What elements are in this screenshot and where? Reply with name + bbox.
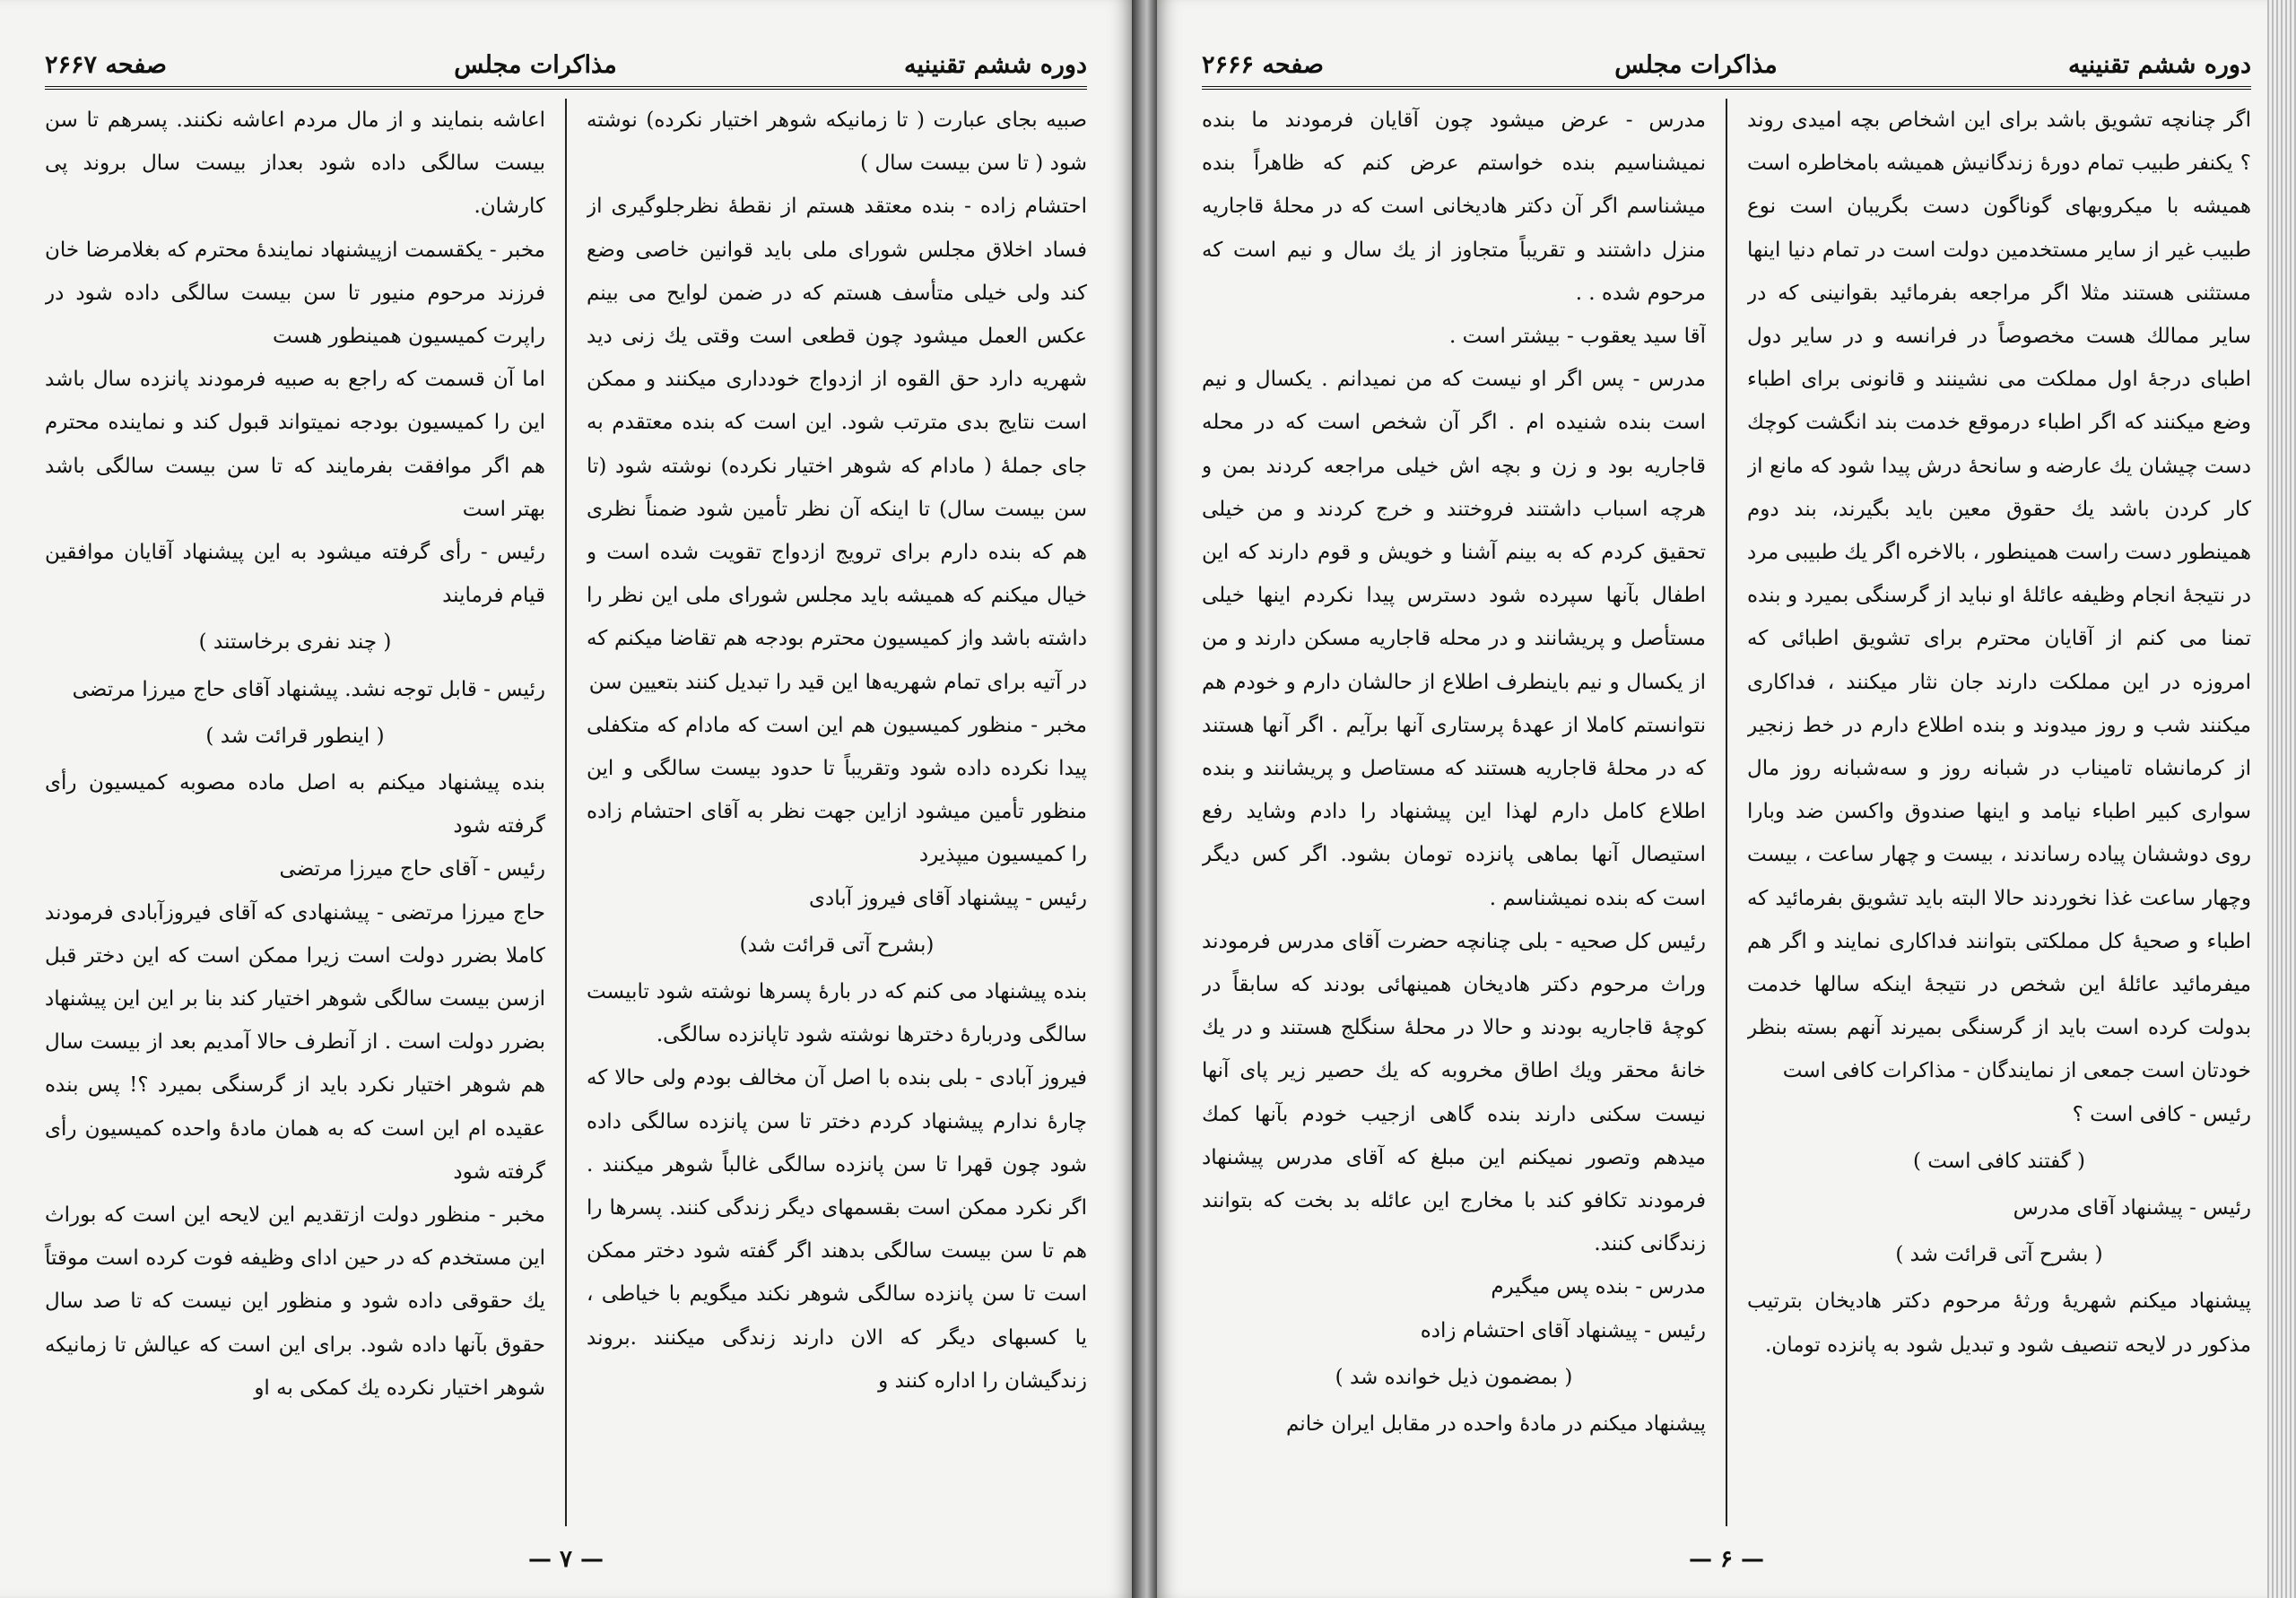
header-rule <box>45 86 1087 90</box>
column-left <box>1202 99 1706 1526</box>
paragraph: پیشنهاد میکنم شهریهٔ ورثهٔ مرحوم دکتر هادیخان بترتیب مذکور در لایحه تنصیف شود و تبدیل شود به پانزده تومان. <box>1747 1290 2251 1357</box>
paragraph: حاج میرزا مرتضی - پیشنهادی که آقای فیروزآبادی فرمودند کاملا بضرر دولت است زیرا ممکن است که این دختر قبل ازسن بیست سالگی شوهر اختیار کند بنا بر این این پیشنهاد بضرر دولت است . از آنطرف حالا آمدیم بعد از بیست سال هم شوهر اختیار نکرد باید از گرسنگی بمیرد ؟! پس بنده عقیده ام این است که به همان مادهٔ واحده کمیسیون رأی گرفته شود <box>45 900 545 1184</box>
stage-note: ( گفتند کافی است ) <box>1912 1149 2086 1173</box>
paragraph: اگر چنانچه تشویق باشد برای این اشخاص بچه امیدی روند ؟ یکنفر طبیب تمام دورهٔ زندگانیش همیشه بامخاطره است همیشه با میکروبهای گوناگون دست بگریبان است نوع طبیب غیر از سایر مستخدمین دولت است در تمام دنیا اینها مستثنی هستند مثلا اگر مراجعه بفرمائید بقوانینی که در سایر ممالك هست مخصوصاً در فرانسه و در سایر دول اطبای درجهٔ اول مملکت می نشینند و قانونی برای اطباء وضع میکنند که اگر اطباء درموقع خدمت بند انگشت کوچك دست چیشان یك عارضه و سانحهٔ درش پیدا شود که مانع از کار کردن باشد یك حقوق معین باید بگیرند، بند دوم همینطور دست راست همینطور ، بالاخره اگر یك طبیبی مرد در نتیجهٔ انجام وظیفه عائلهٔ او نباید از گرسنگی بمیرد و بنده تمنا می کنم از آقایان محترم برای تشویق اطبائی که امروزه در این مملکت دارند جان نثار میکنند ، فداکاری میکنند شب و روز میدوند و بنده اطلاع دارم در خط زنجیر از کرمانشاه تامیناب در شبانه روز و سه‌شبانه روز مال سواری کبیر اطباء نیامد و اینها صندوق واکسن ضد وبارا روی دوششان پیاده رساندند ، بیست و چهار ساعت ، بیست وچهار ساعت غذا نخوردند حالا البته باید تشویق بفرمائید که اطباء و صحیهٔ کل مملکتی بتوانند فداکاری نمایند و اگر هم میفرمائید عائلهٔ این شخص در نتیجهٔ اینکه سالها خدمت بدولت کرده است باید از گرسنگی بمیرند آنهم بسته بنظر خودتان است جمعی از نمایندگان - مذاکرات کافی است <box>1747 109 2251 1083</box>
text-columns <box>45 99 1087 1526</box>
page-number-label: صفحه ۲۶۶۶ <box>1202 51 1324 79</box>
stage-note: ( بمضمون ذیل خوانده شد ) <box>1335 1365 1573 1389</box>
paragraph: رئیس - پیشنهاد آقای فیروز آبادی <box>808 886 1087 910</box>
paragraph: مخبر - یکقسمت ازپیشنهاد نمایندهٔ محترم که بغلامرضا خان فرزند مرحوم منیور تا سن بیست سالگی داده شود در راپرت کمیسیون همینطور هست <box>45 238 545 349</box>
paragraph: رئیس - قابل توجه نشد. پیشنهاد آقای حاج میرزا مرتضی <box>72 677 545 701</box>
paragraph: اما آن قسمت که راجع به صبیه فرمودند پانزده سال باشد این را کمیسیون بودجه نمیتواند قبول کند و نماینده محترم هم اگر موافقت بفرمایند که تا سن بیست سالگی باشد بهتر است <box>45 368 545 521</box>
text-columns <box>1202 99 2251 1526</box>
paragraph: مدرس - پس اگر او نیست که من نمیدانم . یکسال و نیم است بنده شنیده ام . اگر آن شخص است که در محله قاجاریه بود و زن و بچه اش خیلی مراجعه کردند بمن و هرچه اسباب داشتند فروختند و خرج کردند و من خیلی تحقیق کردم که به بینم آشنا و خویش و قوم دارند که این اطفال بآنها سپرده شود دسترس پیدا نکردم اینها خیلی مستأصل و پریشانند و در محله قاجاریه مسکن دارند و من از یکسال و نیم باینطرف اطلاع از حالشان دارم و خودم هم نتوانستم کاملا از عهدهٔ پرستاری آنها برآیم . اگر آنها هستند که در محلهٔ قاجاریه هستند که مستاصل و پریشانند و بنده اطلاع کامل دارم لهذا این پیشنهاد را دادم وشاید رفع استیصال آنها بماهی پانزده تومان بشود. اگر کس دیگر است که بنده نمیشناسم . <box>1202 368 1706 910</box>
stage-note: ( اینطور قرائت شد ) <box>205 724 385 748</box>
paragraph: اعاشه بنمایند و از مال مردم اعاشه نکنند. پسرهم تا سن بیست سالگی داده شود بعداز بیست سال بروند پی کارشان. <box>45 109 545 219</box>
column-divider <box>1726 99 1727 1526</box>
column-right <box>587 99 1087 1526</box>
section-title: مذاکرات مجلس <box>1614 51 1778 79</box>
section-title: مذاکرات مجلس <box>454 51 617 79</box>
paragraph: بنده پیشنهاد می کنم که در بارهٔ پسرها نوشته شود تابیست سالگی ودربارهٔ دخترها نوشته شود تاپانزده سالگی. <box>587 980 1087 1047</box>
left-page <box>0 0 1132 1598</box>
paragraph: مخبر - منظور دولت ازتقدیم این لایحه این است که بوراث این مستخدم که در حین ادای وظیفه فوت کرده است موقتاً یك حقوقی داده شود و منظور این نیست که تا صد سال حقوق بآنها داده شود. برای این است که عیالش تا زمانیکه شوهر اختیار نکرده یك کمکی به او <box>45 1203 545 1400</box>
paragraph: رئیس - رأی گرفته میشود به این پیشنهاد آقایان موافقین قیام فرمایند <box>45 541 545 608</box>
paragraph: مخبر - منظور کمیسیون هم این است که مادام که متکفلی پیدا نکرده داده شود وتقریباً تا حدود بیست سالگی و این منظور تأمین میشود ازاین جهت نظر به آقای احتشام زاده را کمیسیون میپذیرد <box>587 713 1087 867</box>
stage-note: ( چند نفری برخاستند ) <box>198 630 392 655</box>
paragraph: احتشام زاده - بنده معتقد هستم از نقطهٔ نظرجلوگیری از فساد اخلاق مجلس شورای ملی باید قوانین خاصی وضع کند ولی خیلی متأسف هستم که در ضمن لوایح می بینم عکس العمل میشود چون قطعی است وقتی یك زنی دید شهریه دارد حق القوه از ازدواج خودداری میکنند و ممکن است نتایج بدی مترتب شود. این است که بنده معتقدم به جای جملهٔ ( مادام که شوهر اختیار نکرده) نوشته شود (تا سن بیست سال) تا اینکه آن نظر تأمین شود ضمناً نظری هم که بنده دارم برای ترویج ازدواج تقویت شده است و خیال میکنم که همیشه باید مجلس شورای ملی این نظر را داشته باشد واز کمیسیون محترم بودجه هم تقاضا میکنم که در آتیه برای تمام شهریه‌ها این قید را تبدیل کنند بتعیین سن <box>587 195 1087 694</box>
paragraph: مدرس - عرض میشود چون آقایان فرمودند ما بنده نمیشناسیم بنده خواستم عرض کنم که ظاهراً بنده میشناسم اگر آن دکتر هادیخانی است که در محلهٔ قاجاریه منزل داشتند و تقریباً متجاوز از یك سال و نیم است که مرحوم شده . . <box>1202 109 1706 305</box>
right-page <box>1157 0 2296 1598</box>
column-right <box>1747 99 2251 1526</box>
page-number-label: صفحه ۲۶۶۷ <box>45 51 167 79</box>
paragraph: رئیس کل صحیه - بلی چنانچه حضرت آقای مدرس فرمودند وراث مرحوم دکتر هادیخان همینهائی بودند که سابقاً در کوچهٔ قاجاریه بودند و حالا در محلهٔ سنگلج هستند و در یك خانهٔ محقر ویك اطاق مخروبه که یك حصیر زیر پای آنها نیست سکنی دارند بنده گاهی ازجیب خودم بآنها کمك میدهم وتصور نمیکنم این مبلغ که آقای مدرس پیشنهاد فرمودند تکافو کند با مخارج این عائله بد بخت که بتوانند زندگانی کنند. <box>1202 929 1706 1256</box>
paragraph: رئیس - پیشنهاد آقای احتشام زاده <box>1420 1318 1706 1342</box>
page-header <box>1202 34 2251 79</box>
header-rule <box>1202 86 2251 90</box>
page-header <box>45 34 1087 79</box>
paragraph: رئیس - کافی است ؟ <box>2072 1102 2251 1126</box>
paragraph: بنده پیشنهاد میکنم به اصل ماده مصوبه کمیسیون رأی گرفته شود <box>45 771 545 838</box>
column-left <box>45 99 545 1526</box>
stage-note: ( بشرح آتی قرائت شد ) <box>1895 1243 2103 1267</box>
book-gutter <box>1132 0 1157 1598</box>
stage-note: (بشرح آتی قرائت شد) <box>739 933 935 957</box>
paragraph: فیروز آبادی - بلی بنده با اصل آن مخالف بودم ولی حالا که چارهٔ ندارم پیشنهاد کردم دختر تا سن پانزده سالگی داده شود چون قهرا تا سن پانزده سالگی غالباً شوهر میکنند . اگر نکرد ممکن است بقسمهای دیگر زندگی کنند. پسرها را هم تا سن بیست سالگی بدهند اگر گفته شود دختر ممکن است تا سن پانزده سالگی شوهر نکند میگویم با خیاطی ، یا کسبهای دیگر که الان دارند زندگی میکنند .بروند زندگیشان را اداره کنند و <box>587 1066 1087 1393</box>
paragraph: صبیه بجای عبارت ( تا زمانیکه شوهر اختیار نکرده) نوشته شود ( تا سن بیست سال ) <box>587 109 1087 176</box>
folio-number: — ۷ — <box>527 1546 604 1573</box>
page-edge <box>2267 0 2296 1598</box>
paragraph: مدرس - بنده پس میگیرم <box>1491 1275 1706 1299</box>
paragraph: رئیس - آقای حاج میرزا مرتضی <box>279 857 545 882</box>
paragraph: رئیس - پیشنهاد آقای مدرس <box>2013 1196 2251 1220</box>
session-label: دوره ششم تقنینیه <box>2068 51 2251 79</box>
paragraph: پیشنهاد میکنم در مادهٔ واحده در مقابل ایران خانم <box>1286 1412 1706 1437</box>
folio-number: — ۶ — <box>1688 1546 1765 1573</box>
session-label: دوره ششم تقنینیه <box>904 51 1087 79</box>
column-divider <box>565 99 567 1526</box>
paragraph: آقا سید یعقوب - بیشتر است . <box>1448 325 1706 349</box>
